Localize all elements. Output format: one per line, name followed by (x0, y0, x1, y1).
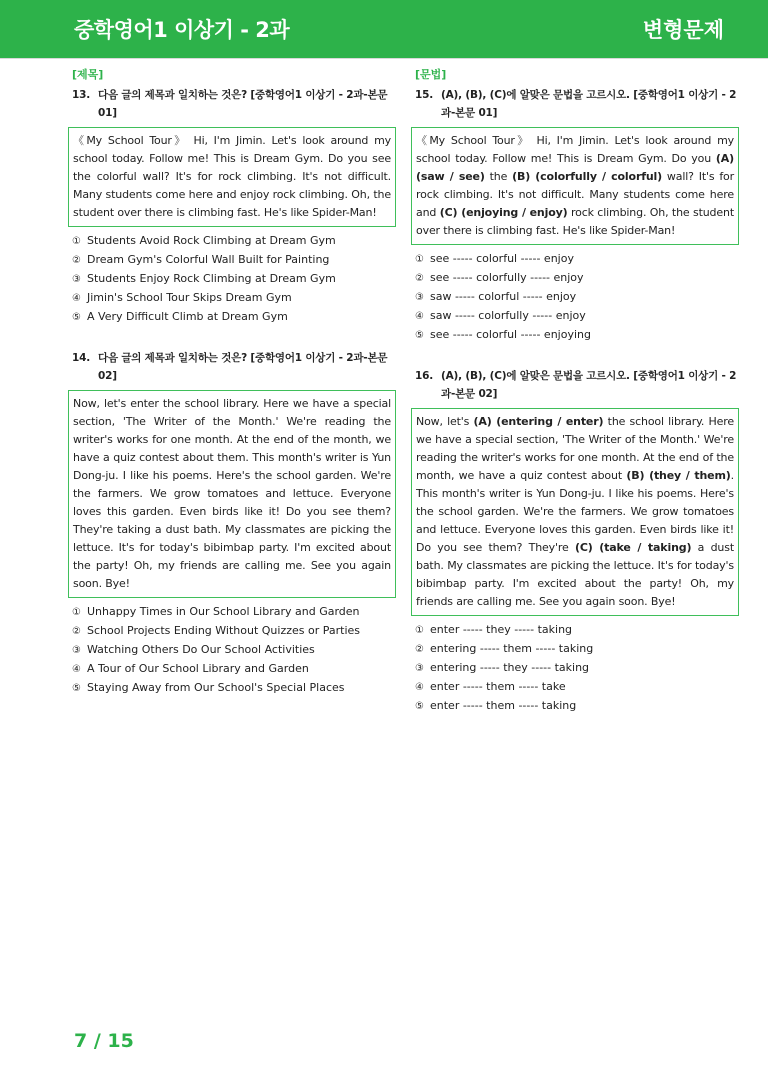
question-14-prompt: 14. 다음 글의 제목과 일치하는 것은? [중학영어1 이상기 - 2과-본문 02] (72, 352, 388, 382)
question-13-prompt: 13. 다음 글의 제목과 일치하는 것은? [중학영어1 이상기 - 2과-본문 01] (72, 89, 388, 119)
header-section-label: 변형문제 (642, 18, 724, 42)
question-15-choices (415, 250, 739, 345)
question-15-passage: 《My School Tour》 Hi, I'm Jimin. Let's look around my school today. Follow me! This is Dream Gym. Do you (A) (saw / see) the (B) (colorfully / colorful) wall? It's for rock climbing. It's not difficult. Many students come here and (C) (enjoying / enjoy) rock climbing. Oh, the student over there is climbing fast. He's like Spider-Man! (411, 127, 739, 245)
blank-a: (A) (saw / see) (416, 152, 734, 183)
choice-item[interactable]: ③ Students Enjoy Rock Climbing at Dream Gym (72, 272, 336, 285)
choice-item[interactable]: ② see ----- colorfully ----- enjoy (415, 271, 584, 284)
choice-item[interactable]: ① Students Avoid Rock Climbing at Dream Gym (72, 234, 336, 247)
question-13-choices (72, 232, 396, 327)
left-column (72, 66, 396, 698)
choice-item[interactable]: ② Dream Gym's Colorful Wall Built for Painting (72, 253, 330, 266)
choice-item[interactable]: ① Unhappy Times in Our School Library and Garden (72, 605, 360, 618)
header-title: 중학영어1 이상기 - 2과 (74, 18, 290, 42)
page-number: 7 / 15 (74, 1030, 134, 1052)
choice-item[interactable]: ④ Jimin's School Tour Skips Dream Gym (72, 291, 292, 304)
page-header (0, 0, 768, 59)
section-tag-title: [제목] (72, 68, 104, 81)
choice-item[interactable]: ② School Projects Ending Without Quizzes or Parties (72, 624, 361, 637)
choice-item[interactable]: ⑤ see ----- colorful ----- enjoying (415, 328, 591, 341)
blank-b: (B) (colorfully / colorful) (512, 170, 663, 183)
section-tag-grammar: [문법] (415, 68, 447, 81)
choice-item[interactable]: ② entering ----- them ----- taking (415, 642, 594, 655)
question-15-prompt: 15. (A), (B), (C)에 알맞은 문법을 고르시오. [중학영어1 이상기 - 2과-본문 01] (415, 89, 737, 119)
choice-item[interactable]: ⑤ Staying Away from Our School's Special Places (72, 681, 345, 694)
blank-b: (B) (they / them) (626, 469, 731, 482)
right-column (415, 66, 739, 716)
question-16-prompt: 16. (A), (B), (C)에 알맞은 문법을 고르시오. [중학영어1 이상기 - 2과-본문 02] (415, 370, 737, 400)
choice-item[interactable]: ① enter ----- they ----- taking (415, 623, 573, 636)
choice-item[interactable]: ⑤ A Very Difficult Climb at Dream Gym (72, 310, 288, 323)
choice-item[interactable]: ③ Watching Others Do Our School Activities (72, 643, 315, 656)
blank-c: (C) (enjoying / enjoy) (439, 206, 568, 219)
choice-item[interactable]: ③ saw ----- colorful ----- enjoy (415, 290, 577, 303)
choice-item[interactable]: ③ entering ----- they ----- taking (415, 661, 590, 674)
choice-item[interactable]: ④ saw ----- colorfully ----- enjoy (415, 309, 586, 322)
choice-item[interactable]: ⑤ enter ----- them ----- taking (415, 699, 577, 712)
question-14-choices (72, 603, 396, 698)
question-13-passage: 《My School Tour》 Hi, I'm Jimin. Let's look around my school today. Follow me! This is Dream Gym. Do you see the colorful wall? It's for rock climbing. It's not difficult. Many students come here and enjoy rock climbing. Oh, the student over there is climbing fast. He's like Spider-Man! (68, 127, 396, 227)
choice-item[interactable]: ④ A Tour of Our School Library and Garden (72, 662, 309, 675)
blank-c: (C) (take / taking) (574, 541, 692, 554)
question-14-passage: Now, let's enter the school library. Here we have a special section, 'The Writer of the Month.' We're reading the writer's works for one month. At the end of the month, we have a quiz contest about them. This month's writer is Yun Dong-ju. I like his poems. Here's the school garden. We're the farmers. We grow tomatoes and lettuce. Everyone loves this garden. Even birds like it! Do you see them? They're taking a dust bath. My classmates are picking the lettuce. It's for today's bibimbap party. I'm excited about the party! Oh, my friends are calling me. See you again soon. Bye! (68, 390, 396, 598)
choice-item[interactable]: ① see ----- colorful ----- enjoy (415, 252, 574, 265)
question-16-choices (415, 621, 739, 716)
choice-item[interactable]: ④ enter ----- them ----- take (415, 680, 566, 693)
question-16-passage: Now, let's (A) (entering / enter) the school library. Here we have a special section, 'The Writer of the Month.' We're reading the writer's works for one month. At the end of the month, we have a quiz contest about (B) (they / them). This month's writer is Yun Dong-ju. I like his poems. Here's the school garden. We're the farmers. We grow tomatoes and lettuce. Everyone loves this garden. Even birds like it! Do you see them? They're (C) (take / taking) a dust bath. My classmates are picking the lettuce. It's for today's bibimbap party. I'm excited about the party! Oh, my friends are calling me. See you again soon. Bye! (411, 408, 739, 616)
blank-a: (A) (entering / enter) (473, 415, 604, 428)
